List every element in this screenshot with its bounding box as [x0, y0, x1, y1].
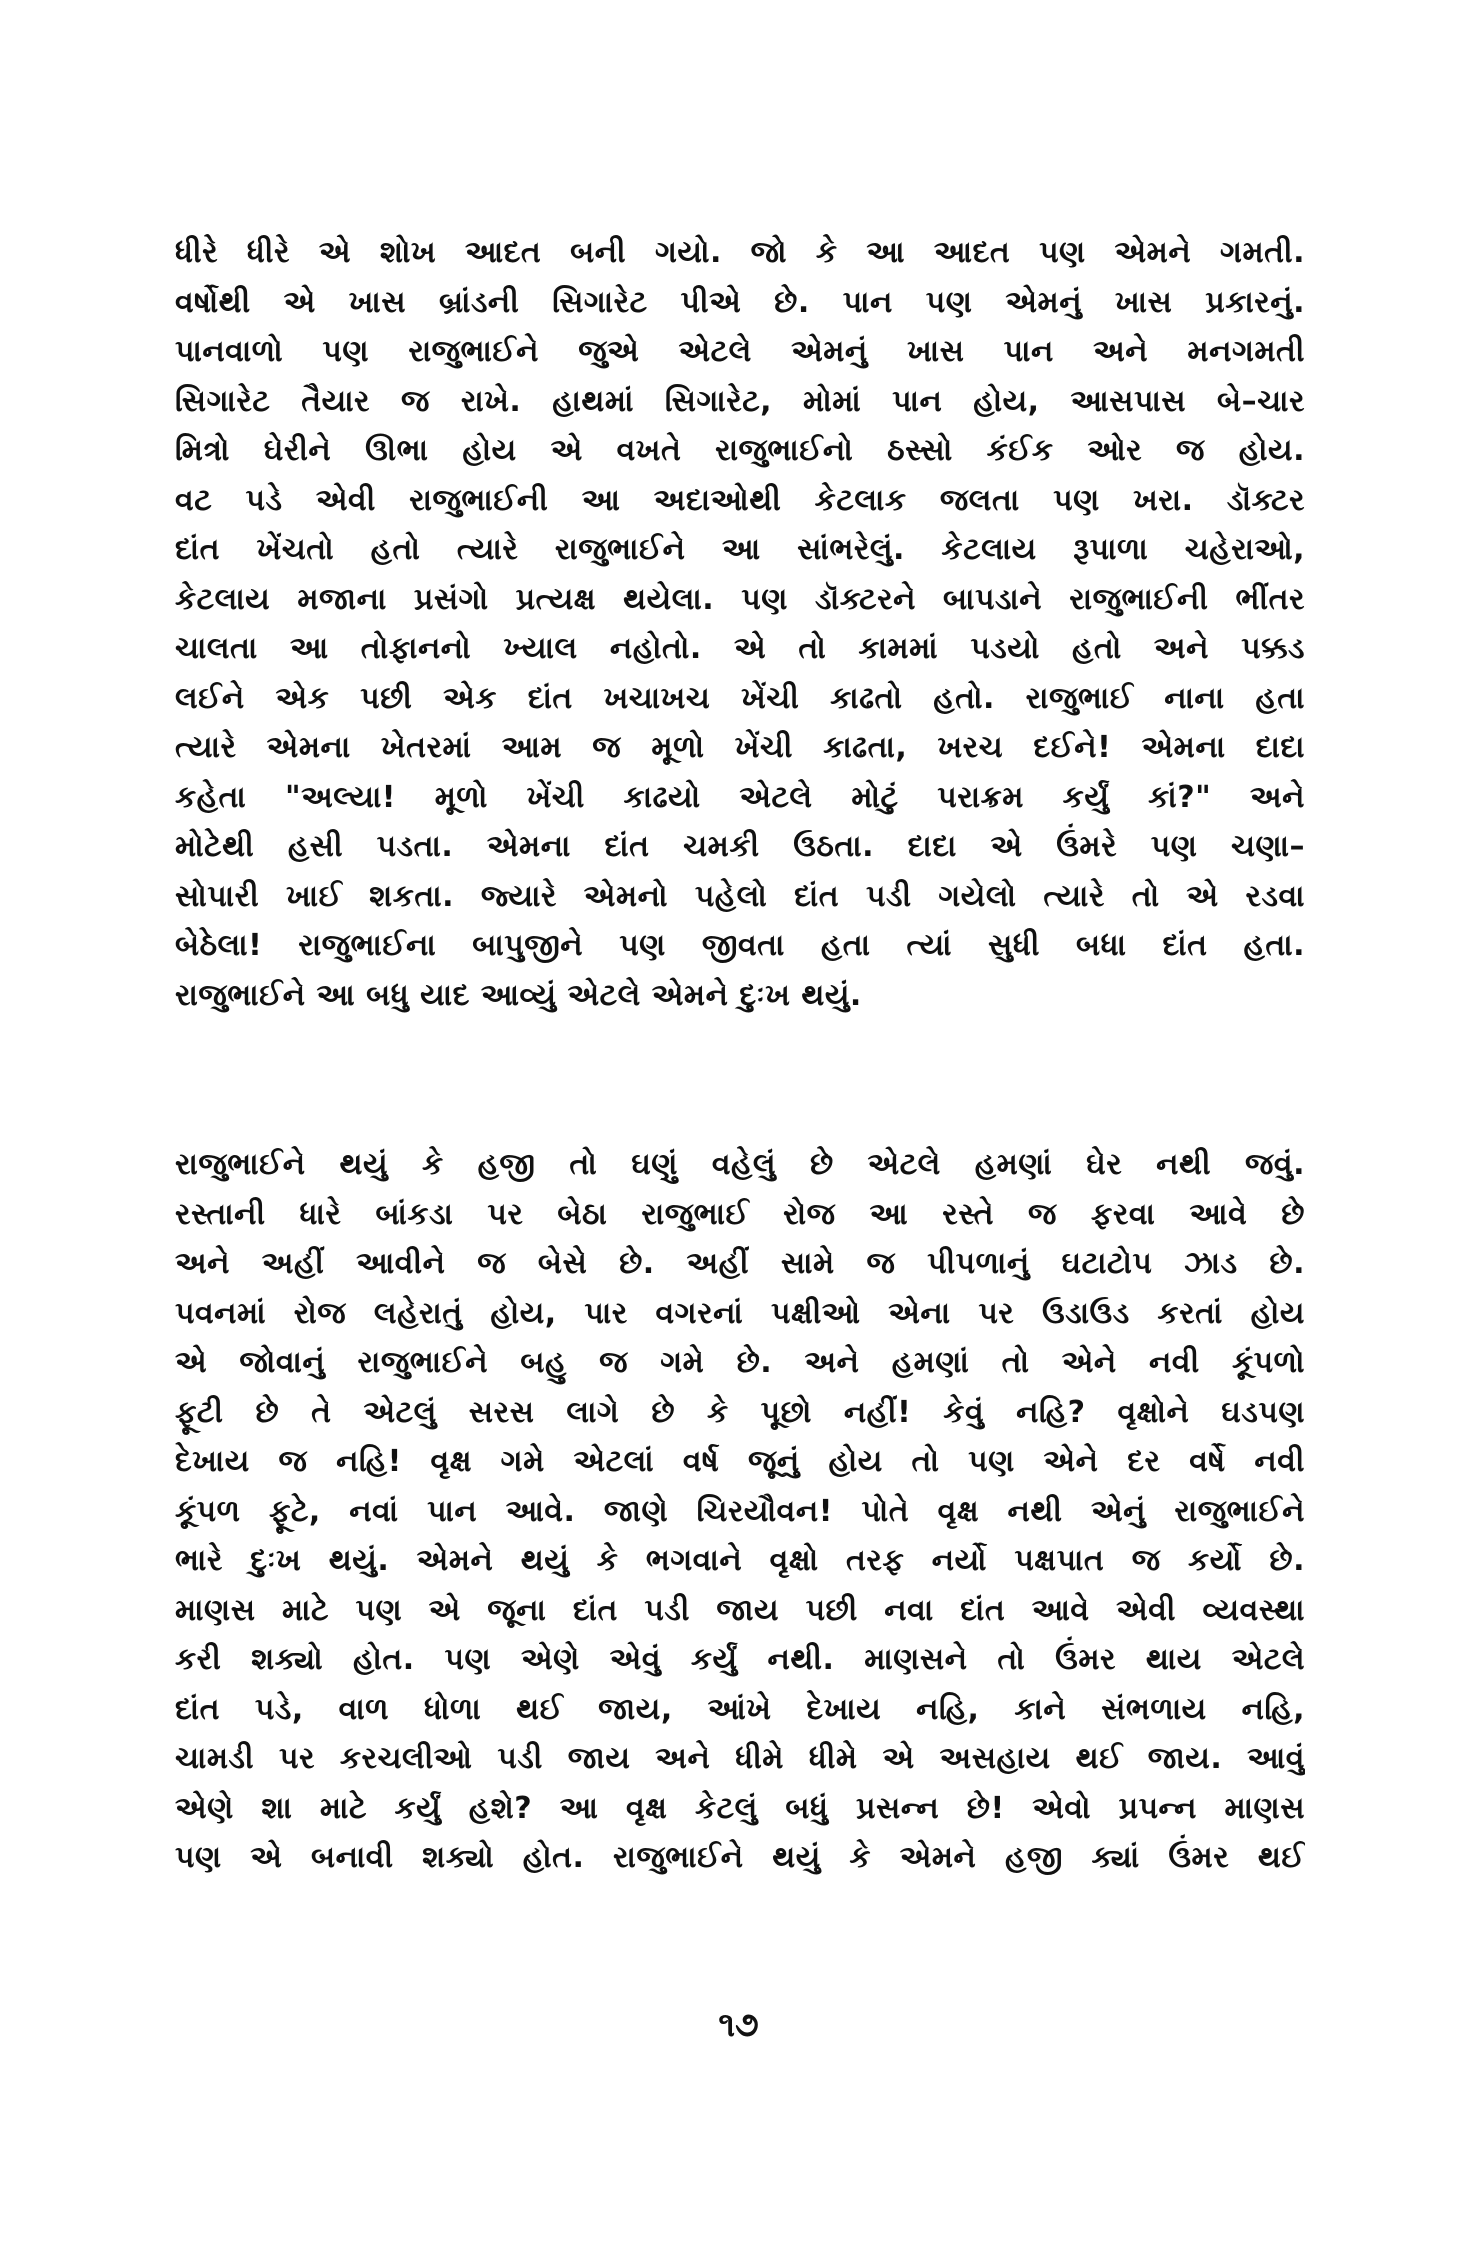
text-line: વટ પડે એવી રાજુભાઈની આ અદાઓથી કેટલાક જલતા પણ ખરા. ડૉક્ટર	[175, 482, 1305, 518]
text-line: ફૂટી છે તે એટલું સરસ લાગે છે કે પૂછો નહીં! કેવું નહિ? વૃક્ષોને ઘડપણ	[175, 1394, 1305, 1430]
text-line: ધીરે ધીરે એ શોખ આદત બની ગયો. જો કે આ આદત પણ એમને ગમતી.	[175, 235, 1305, 270]
text-line: કૂંપળ ફૂટે, નવાં પાન આવે. જાણે ચિરયૌવન! પોતે વૃક્ષ નથી એનું રાજુભાઈને	[175, 1493, 1305, 1529]
text-line: લઈને એક પછી એક દાંત ખચાખચ ખેંચી કાઢતો હતો. રાજુભાઈ નાના હતા	[175, 680, 1305, 716]
text-line: ત્યારે એમના ખેતરમાં આમ જ મૂળો ખેંચી કાઢતા, ખરચ દઈને! એમના દાદા	[175, 730, 1305, 765]
text-line: એણે શા માટે કર્યું હશે? આ વૃક્ષ કેટલું બધું પ્રસન્ન છે! એવો પ્રપન્ન માણસ	[175, 1790, 1305, 1826]
text-line: પણ એ બનાવી શક્યો હોત. રાજુભાઈને થયું કે એમને હજી ક્યાં ઉંમર થઈ	[175, 1840, 1305, 1875]
paragraph-1	[175, 228, 1305, 1020]
text-line: કહેતા "અલ્યા! મૂળો ખેંચી કાઢયો એટલે મોટું પરાક્રમ કર્યું કાં?" અને	[175, 779, 1305, 815]
text-line: રાજુભાઈને આ બધુ યાદ આવ્યું એટલે એમને દુઃખ થયું.	[175, 977, 862, 1013]
text-line: ભારે દુઃખ થયું. એમને થયું કે ભગવાને વૃક્ષો તરફ નર્યો પક્ષપાત જ કર્યો છે.	[175, 1543, 1305, 1578]
paragraph-2	[175, 1140, 1305, 1883]
text-line: દેખાય જ નહિ! વૃક્ષ ગમે એટલાં વર્ષ જૂનું હોય તો પણ એને દર વર્ષે નવી	[175, 1444, 1305, 1479]
text-line: પવનમાં રોજ લહેરાતું હોય, પાર વગરનાં પક્ષીઓ એના પર ઉડાઉડ કરતાં હોય	[175, 1295, 1305, 1331]
page-number: ૧૭	[718, 2005, 759, 2045]
text-line: દાંત પડે, વાળ ધોળા થઈ જાય, આંખે દેખાય નહિ, કાને સંભળાય નહિ,	[175, 1691, 1305, 1727]
text-line: અને અહીં આવીને જ બેસે છે. અહીં સામે જ પીપળાનું ઘટાટોપ ઝાડ છે.	[175, 1246, 1305, 1281]
text-line: માણસ માટે પણ એ જૂના દાંત પડી જાય પછી નવા દાંત આવે એવી વ્યવસ્થા	[175, 1592, 1305, 1628]
text-line: રસ્તાની ધારે બાંકડા પર બેઠા રાજુભાઈ રોજ આ રસ્તે જ ફરવા આવે છે	[175, 1196, 1305, 1232]
text-line: વર્ષોથી એ ખાસ બ્રાંડની સિગારેટ પીએ છે. પાન પણ એમનું ખાસ પ્રકારનું.	[175, 284, 1305, 320]
text-line: એ જોવાનું રાજુભાઈને બહુ જ ગમે છે. અને હમણાં તો એને નવી કૂંપળો	[175, 1345, 1305, 1380]
text-line: દાંત ખેંચતો હતો ત્યારે રાજુભાઈને આ સાંભરેલું. કેટલાય રૂપાળા ચહેરાઓ,	[175, 532, 1305, 567]
text-line: ચાલતા આ તોફાનનો ખ્યાલ નહોતો. એ તો કામમાં પડયો હતો અને પક્કડ	[175, 631, 1305, 666]
text-line: સોપારી ખાઈ શકતા. જ્યારે એમનો પહેલો દાંત પડી ગયેલો ત્યારે તો એ રડવા	[175, 878, 1305, 914]
text-line: પાનવાળો પણ રાજુભાઈને જુએ એટલે એમનું ખાસ પાન અને મનગમતી	[175, 334, 1305, 369]
text-line: બેઠેલા! રાજુભાઈના બાપુજીને પણ જીવતા હતા ત્યાં સુધી બધા દાંત હતા.	[175, 928, 1305, 963]
text-line: કરી શક્યો હોત. પણ એણે એવું કર્યું નથી. માણસને તો ઉંમર થાય એટલે	[175, 1642, 1305, 1677]
text-line: રાજુભાઈને થયું કે હજી તો ઘણું વહેલું છે એટલે હમણાં ઘેર નથી જવું.	[175, 1147, 1305, 1182]
text-line: મિત્રો ઘેરીને ઊભા હોય એ વખતે રાજુભાઈનો ઠસ્સો કંઈક ઓર જ હોય.	[175, 433, 1305, 468]
text-line: સિગારેટ તૈયાર જ રાખે. હાથમાં સિગારેટ, મોમાં પાન હોય, આસપાસ બે–ચાર	[175, 383, 1305, 419]
text-line: ચામડી પર કરચલીઓ પડી જાય અને ધીમે ધીમે એ અસહાય થઈ જાય. આવું	[175, 1741, 1305, 1776]
text-line: મોટેથી હસી પડતા. એમના દાંત ચમકી ઉઠતા. દાદા એ ઉંમરે પણ ચણા–	[175, 829, 1305, 864]
text-line: કેટલાય મજાના પ્રસંગો પ્રત્યક્ષ થયેલા. પણ ડૉક્ટરને બાપડાને રાજુભાઈની ભીંતર	[175, 581, 1305, 617]
